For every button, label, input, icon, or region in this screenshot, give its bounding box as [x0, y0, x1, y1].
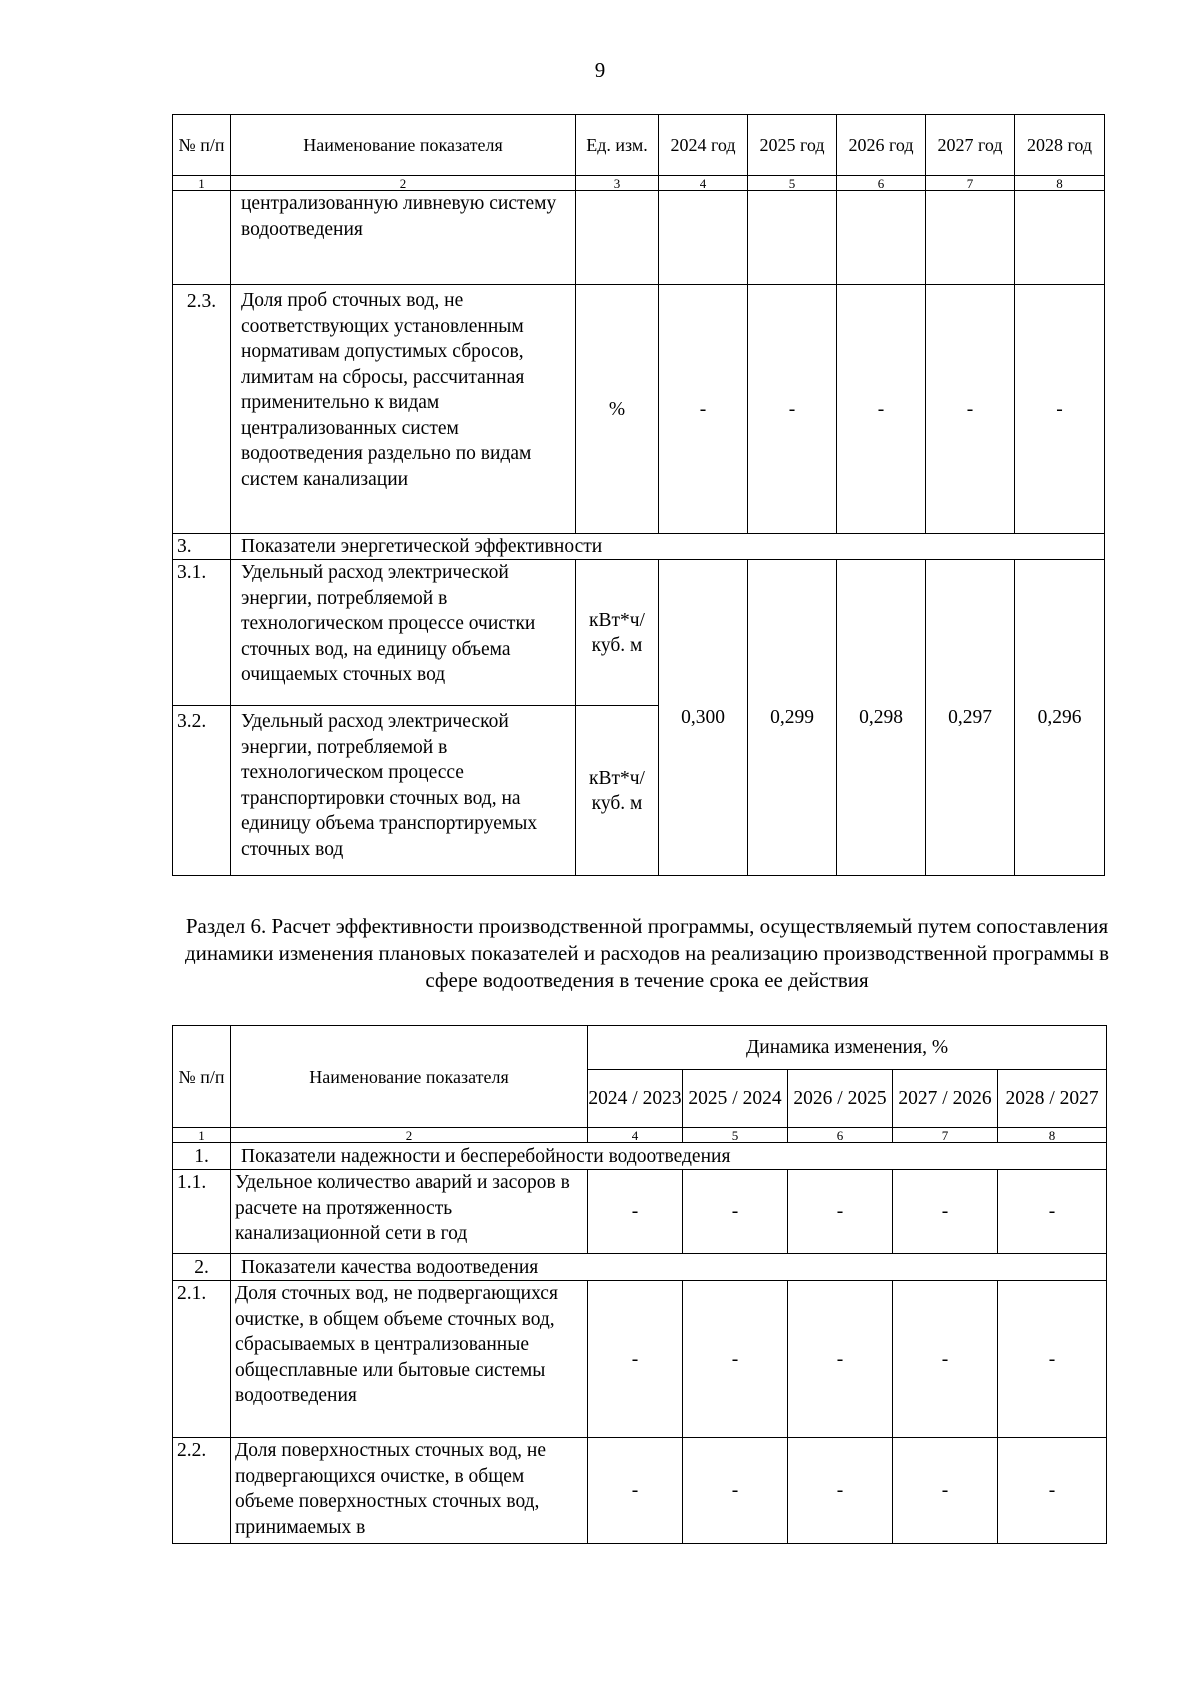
- table-row: [173, 560, 1105, 706]
- header-cell: № п/п: [173, 1026, 231, 1128]
- column-number: 7: [926, 176, 1015, 191]
- row-number: 3.2.: [173, 706, 231, 876]
- header-cell: Динамика изменения, %: [588, 1026, 1107, 1070]
- value-cell: -: [998, 1281, 1107, 1438]
- value-cell: -: [926, 285, 1015, 534]
- row-number: 2.1.: [173, 1281, 231, 1438]
- header-cell: 2024 год: [659, 115, 748, 176]
- indicator-name: Удельный расход электрической энергии, потребляемой в технологическом процессе очистки сточных вод, на единицу объема очищаемых сточных вод: [231, 560, 576, 706]
- column-number-row: [173, 1128, 1107, 1143]
- column-number: 2: [231, 1128, 588, 1143]
- table-row: [173, 285, 1105, 534]
- section-number: 1.: [173, 1143, 231, 1170]
- table-header-row: [173, 115, 1105, 176]
- value-cell: -: [788, 1281, 893, 1438]
- indicator-name: Доля сточных вод, не подвергающихся очистке, в общем объеме сточных вод, сбрасываемых в централизованные общесплавные или бытовые системы водоотведения: [231, 1281, 588, 1438]
- row-number: 1.1.: [173, 1170, 231, 1254]
- section-number: 3.: [173, 534, 231, 560]
- column-number: 8: [1015, 176, 1105, 191]
- value-cell: -: [893, 1170, 998, 1254]
- value-cell: -: [588, 1281, 683, 1438]
- value-cell: 0,300: [659, 560, 748, 876]
- indicator-name: Доля поверхностных сточных вод, не подвергающихся очистке, в общем объеме поверхностных сточных вод, принимаемых в: [231, 1438, 588, 1544]
- header-cell: 2025 год: [748, 115, 837, 176]
- header-cell: 2027 / 2026: [893, 1070, 998, 1128]
- header-cell: № п/п: [173, 115, 231, 176]
- header-cell: 2024 / 2023: [588, 1070, 683, 1128]
- value-cell: -: [837, 285, 926, 534]
- unit-cell: %: [576, 285, 659, 534]
- value-cell: -: [788, 1438, 893, 1544]
- value-cell: [926, 191, 1015, 285]
- row-number: 2.2.: [173, 1438, 231, 1544]
- value-cell: 0,299: [748, 560, 837, 876]
- section-label: Показатели качества водоотведения: [231, 1254, 1107, 1281]
- column-number: 6: [788, 1128, 893, 1143]
- row-number: [173, 191, 231, 285]
- value-cell: -: [588, 1438, 683, 1544]
- value-cell: -: [998, 1170, 1107, 1254]
- section-row: [173, 1143, 1107, 1170]
- value-cell: [748, 191, 837, 285]
- value-cell: 0,297: [926, 560, 1015, 876]
- section-row: [173, 1254, 1107, 1281]
- header-cell: 2028 / 2027: [998, 1070, 1107, 1128]
- efficiency-table: [172, 1025, 1107, 1544]
- indicator-name: централизованную ливневую систему водоотведения: [231, 191, 576, 285]
- table-row: [173, 191, 1105, 285]
- value-cell: [1015, 191, 1105, 285]
- column-number: 6: [837, 176, 926, 191]
- value-cell: -: [998, 1438, 1107, 1544]
- section-label: Показатели надежности и бесперебойности водоотведения: [231, 1143, 1107, 1170]
- column-number: 7: [893, 1128, 998, 1143]
- header-cell: 2028 год: [1015, 115, 1105, 176]
- section-title: Раздел 6. Расчет эффективности производственной программы, осуществляемый путем сопоставления динамики изменения плановых показателей и расходов на реализацию производственной программы в сфере водоотведения в течение срока ее действия: [184, 914, 1109, 992]
- header-cell: 2026 / 2025: [788, 1070, 893, 1128]
- value-cell: [837, 191, 926, 285]
- column-number-row: [173, 176, 1105, 191]
- column-number: 4: [659, 176, 748, 191]
- header-cell: Ед. изм.: [576, 115, 659, 176]
- indicator-name: Удельное количество аварий и засоров в расчете на протяженность канализационной сети в год: [231, 1170, 588, 1254]
- unit-cell: [576, 191, 659, 285]
- value-cell: 0,296: [1015, 560, 1105, 876]
- column-number: 3: [576, 176, 659, 191]
- column-number: 4: [588, 1128, 683, 1143]
- indicator-name: Удельный расход электрической энергии, потребляемой в технологическом процессе транспортировки сточных вод, на единицу объема транспортируемых сточных вод: [231, 706, 576, 876]
- row-number: 2.3.: [173, 285, 231, 534]
- section-number: 2.: [173, 1254, 231, 1281]
- unit-cell: кВт*ч/ куб. м: [576, 706, 659, 876]
- value-cell: -: [683, 1281, 788, 1438]
- header-cell: 2027 год: [926, 115, 1015, 176]
- value-cell: -: [683, 1170, 788, 1254]
- value-cell: -: [893, 1438, 998, 1544]
- header-cell: 2025 / 2024: [683, 1070, 788, 1128]
- table-row: [173, 1170, 1107, 1254]
- table-header-row: [173, 1026, 1107, 1070]
- table-row: [173, 1281, 1107, 1438]
- value-cell: [659, 191, 748, 285]
- column-number: 1: [173, 176, 231, 191]
- value-cell: -: [683, 1438, 788, 1544]
- page-number: 9: [594, 58, 606, 82]
- column-number: 5: [683, 1128, 788, 1143]
- table-row: [173, 1438, 1107, 1544]
- header-cell: Наименование показателя: [231, 1026, 588, 1128]
- indicators-table: [172, 114, 1105, 876]
- value-cell: -: [588, 1170, 683, 1254]
- header-cell: Наименование показателя: [231, 115, 576, 176]
- column-number: 1: [173, 1128, 231, 1143]
- header-cell: 2026 год: [837, 115, 926, 176]
- section-row: [173, 534, 1105, 560]
- indicator-name: Доля проб сточных вод, не соответствующих установленным нормативам допустимых сбросов, лимитам на сбросы, рассчитанная применительно к видам централизованных систем водоотведения раздельно по видам систем канализации: [231, 285, 576, 534]
- value-cell: -: [788, 1170, 893, 1254]
- column-number: 5: [748, 176, 837, 191]
- value-cell: -: [1015, 285, 1105, 534]
- column-number: 2: [231, 176, 576, 191]
- value-cell: -: [893, 1281, 998, 1438]
- column-number: 8: [998, 1128, 1107, 1143]
- row-number: 3.1.: [173, 560, 231, 706]
- value-cell: -: [659, 285, 748, 534]
- unit-cell: кВт*ч/ куб. м: [576, 560, 659, 706]
- value-cell: -: [748, 285, 837, 534]
- value-cell: 0,298: [837, 560, 926, 876]
- section-label: Показатели энергетической эффективности: [231, 534, 1105, 560]
